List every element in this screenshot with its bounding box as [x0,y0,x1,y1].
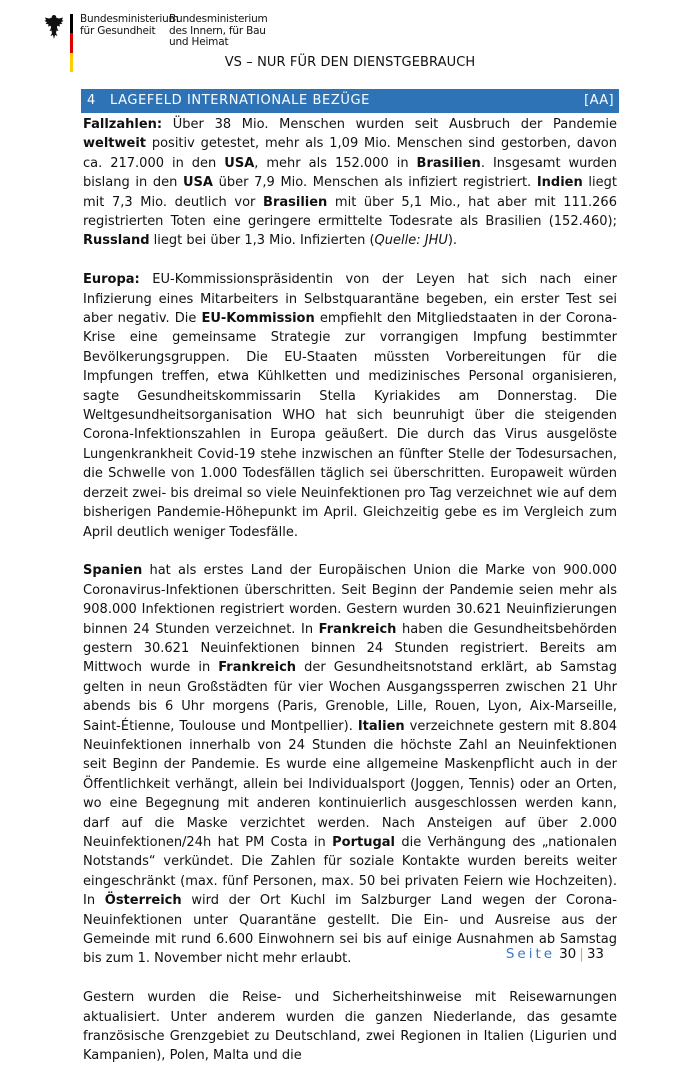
section-heading [81,89,619,113]
emphasis-text: Österreich [104,893,182,909]
text-run: über 7,9 Mio. Menschen als infiziert registriert. [212,175,537,191]
classification-marking: VS – NUR FÜR DEN DIENSTGEBRAUCH [224,55,476,70]
page-number: 30 [559,946,577,962]
section-number: 4 [87,93,96,108]
ministry-interior-line1: Bundesministerium [169,13,268,25]
emphasis-text: Indien [536,175,583,191]
page-label: Seite [505,946,556,962]
page-separator: | [579,946,584,962]
section-title: LAGEFELD INTERNATIONALE BEZÜGE [110,93,370,108]
text-run: empfiehlt den Mitgliedstaaten in der Corona-Krise eine gemeinsame Strategie zur vorrangigen Impfung bestimmter Bevölkerungsgruppen. Die EU-Staaten müssten Vorbereitungen für die Impfungen treffen, etwa Kühlketten und medizinisches Personal organisieren, sagte Gesundheitskommissarin Stella Kyriakides am Donnerstag. Die Weltgesundheitsorganisation WHO hat sich beunruhigt über die steigenden Corona-Infektionszahlen in Europa geäußert. Die durch das Virus ausgelöste Lungenkrankheit Covid-19 stehe inzwischen an fünfter Stelle der Todesursachen, die Schwelle von 1.000 Todesfällen täglich sei überschritten. Europaweit würden derzeit zwei- bis dreimal so viele Neuinfektionen pro Tag verzeichnet wie auf dem bisherigen Pandemie-Höhepunkt im April. Gleichzeitig gebe es im Vergleich zum April deutlich weniger Todesfälle. [83,311,618,540]
text-run: verzeichnete gestern mit 8.804 Neuinfektionen innerhalb von 24 Stunden die höchste Zahl an Neuinfektionen seit Beginn der Pandemie. Es wurde eine allgemeine Maskenpflicht auch in der Öffentlichkeit verhängt, allein bei Individualsport (Joggen, Tennis) oder an Orten, wo eine Begegnung mit anderen kontinuierlich ausgeschlossen werden kann, darf auf die Maske verzichtet werden. Nach Ansteigen auf über 2.000 Neuinfektionen/24h hat PM Costa in [83,718,617,850]
emphasis-text: Frankreich [318,621,397,637]
section-tag: [AA] [584,93,614,108]
text-run: Über 38 Mio. Menschen wurden seit Ausbruch der Pandemie [162,117,617,132]
text-run: Quelle: JHU [374,233,448,249]
emphasis-text: Europa: [83,272,140,288]
ministry-health-line2: für Gesundheit [80,24,156,37]
paragraph [83,988,617,1066]
text-run: , mehr als 152.000 in [254,155,417,171]
paragraph [83,270,617,542]
text-run: ). [447,233,458,249]
text-run: Gestern wurden die Reise- und Sicherheitshinweise mit Reisewarnungen aktualisiert. Unter anderem wurden die ganzen Niederlande, das gesamte französische Grenzgebiet zu Deutschland, zwei Regionen in Italien (Ligurien und Kampanien), Polen, Malta und die [83,990,617,1064]
text-run: der Gesundheitsnotstand erklärt, ab Samstag gelten in neun Großstädten für vier Wochen Ausgangssperren zwischen 21 Uhr abends bis 6 Uhr morgens (Paris, Grenoble, Lille, Rouen, Lyon, Aix-Marseille, Saint-Étienne, Toulouse und Montpellier). [83,660,618,734]
emphasis-text: Portugal [332,835,396,850]
ministry-interior-line2: des Innern, für Bau [169,24,266,37]
paragraph [83,115,617,251]
text-run: mit über 5,1 Mio., hat aber mit 111.266 registrierten Toten eine geringere ermittelte Todesrate als Brasilien (152.460); [83,194,617,230]
federal-eagle-icon [44,14,64,40]
emphasis-text: Frankreich [218,660,297,676]
ministry-health-line1: Bundesministerium [80,13,179,25]
text-run: die Verhängung des „nationalen Notstands“ verkündet. Die Zahlen für soziale Kontakte wurden bereits weiter eingeschränkt (max. fünf Personen, max. 50 bei privaten Feiern wie Hochzeiten). In [83,835,617,909]
emphasis-text: EU-Kommission [201,311,315,327]
body-text [83,115,617,1085]
emphasis-text: weltweit [83,136,146,152]
text-run: . Insgesamt wurden bislang in den [83,155,618,191]
emphasis-text: Brasilien [263,194,328,210]
text-run: liegt mit 7,3 Mio. deutlich vor [83,175,617,210]
ministry-health [80,14,179,37]
ministry-interior-line3: und Heimat [169,36,229,48]
text-run: liegt bei über 1,3 Mio. Infizierten ( [149,233,375,249]
text-run: hat als erstes Land der Europäischen Union die Marke von 900.000 Coronavirus-Infektionen überschritten. Seit Beginn der Pandemie seien mehr als 908.000 Infektionen registriert worden. Gestern wurden 30.621 Neuinfizierungen binnen 24 Stunden verzeichnet. In [83,563,617,637]
text-run: haben die Gesundheitsbehörden gestern 30.621 Neuinfektionen binnen 24 Stunden registriert. Bereits am Mittwoch wurde in [83,621,618,676]
text-run: positiv getestet, mehr als 1,09 Mio. Menschen sind gestorben, davon ca. 217.000 in den [83,136,617,171]
text-run: EU-Kommissionspräsidentin von der Leyen hat sich nach einer Infizierung eines Mitarbeiters in Selbstquarantäne begeben, ein erster Test sei aber negativ. Die [83,272,617,327]
emphasis-text: Fallzahlen: [83,117,163,132]
emphasis-text: Spanien [83,563,143,579]
page-total: 33 [586,946,604,962]
emphasis-text: Brasilien [416,155,481,171]
emphasis-text: Italien [357,718,405,734]
page-footer [506,946,604,962]
emphasis-text: Russland [83,233,150,249]
text-run: wird der Ort Kuchl im Salzburger Land wegen der Corona-Neuinfektionen unter Quarantäne gestellt. Die Ein- und Ausreise aus der Gemeinde mit rund 6.600 Einwohnern sei bis auf einige Ausnahmen ab Samstag bis zum 1. November nicht mehr erlaubt. [83,893,617,967]
ministry-interior [169,14,269,49]
emphasis-text: USA [224,155,255,171]
paragraph [83,561,617,969]
emphasis-text: USA [183,175,213,191]
